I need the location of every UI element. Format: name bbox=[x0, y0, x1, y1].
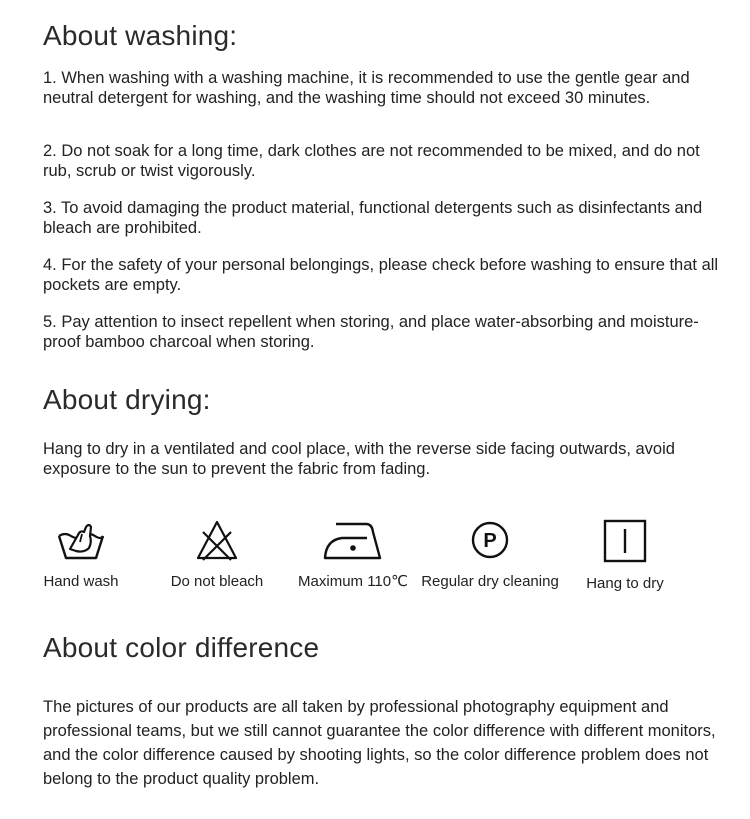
washing-item-2: 2. Do not soak for a long time, dark clothes are not recommended to be mixed, and do not rub, scrub or twist vigorously. bbox=[43, 142, 700, 180]
care-item-iron bbox=[283, 518, 423, 592]
care-icons-row bbox=[0, 518, 750, 618]
do-not-bleach-icon bbox=[195, 518, 239, 562]
color-text: The pictures of our products are all taken by professional photography equipment and professional teams, but we still cannot guarantee the color difference with different monitors, and the color difference caused by shooting lights, so the color difference problem does not belong to the product quality problem. bbox=[43, 698, 716, 788]
iron-icon bbox=[322, 518, 384, 562]
washing-item-5: 5. Pay attention to insect repellent when storing, and place water-absorbing and moisture-proof bamboo charcoal when storing. bbox=[43, 313, 699, 351]
drying-heading: About drying: bbox=[43, 384, 211, 415]
dry-clean-p-icon bbox=[468, 518, 512, 562]
care-item-dry-clean bbox=[420, 518, 560, 592]
care-label-iron: Maximum 110℃ bbox=[298, 573, 408, 590]
care-item-hand-wash bbox=[11, 518, 151, 592]
svg-text:P: P bbox=[483, 530, 497, 552]
washing-item-1: 1. When washing with a washing machine, it is recommended to use the gentle gear and neutral detergent for washing, and the washing time should not exceed 30 minutes. bbox=[43, 69, 690, 107]
drying-text: Hang to dry in a ventilated and cool place, with the reverse side facing outwards, avoid exposure to the sun to prevent the fabric from fading. bbox=[43, 440, 675, 478]
washing-heading: About washing: bbox=[43, 20, 238, 51]
hand-wash-icon bbox=[56, 518, 106, 562]
washing-item-3: 3. To avoid damaging the product material, functional detergents such as disinfectants and bleach are prohibited. bbox=[43, 199, 703, 237]
care-label-do-not-bleach: Do not bleach bbox=[170, 573, 264, 590]
washing-item-4: 4. For the safety of your personal belongings, please check before washing to ensure that all pockets are empty. bbox=[43, 256, 719, 294]
care-item-do-not-bleach bbox=[147, 518, 287, 592]
care-item-hang-dry bbox=[555, 518, 695, 594]
hang-dry-icon bbox=[602, 518, 648, 564]
care-label-hang-dry: Hang to dry bbox=[586, 575, 664, 592]
color-heading: About color difference bbox=[43, 632, 320, 663]
care-label-dry-clean: Regular dry cleaning bbox=[421, 573, 559, 590]
care-label-hand-wash: Hand wash bbox=[43, 573, 119, 590]
